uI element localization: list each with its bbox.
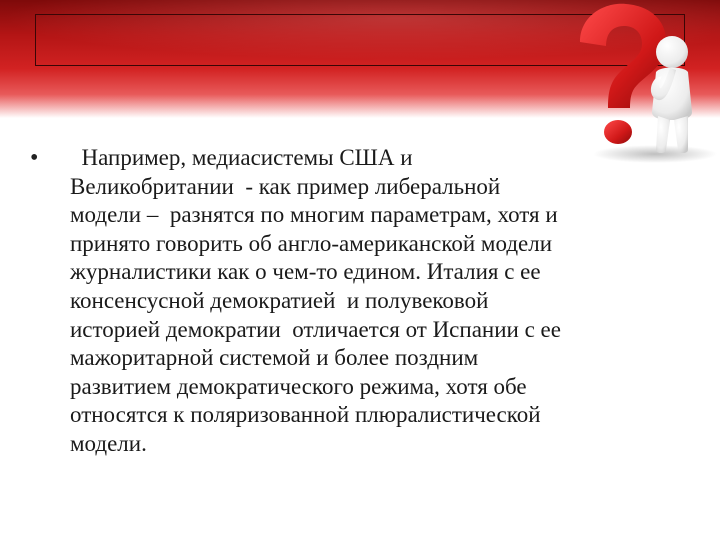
- bullet-marker: •: [30, 145, 39, 171]
- slide-content: [30, 144, 690, 459]
- bullet-text: Например, медиасистемы США и Великобритании - как пример либеральной модели – разнятся по многим параметрам, хотя и принято говорить об англо-американской модели журналистики как о чем-то едином. Италия с ее консенсусной демократией и полувековой историей демократии отличается от Испании с ее мажоритарной системой и более поздним развитием демократического режима, хотя обе относятся к поляризованной плюралистической модели.: [70, 145, 561, 456]
- question-mark-person-icon: [560, 0, 720, 165]
